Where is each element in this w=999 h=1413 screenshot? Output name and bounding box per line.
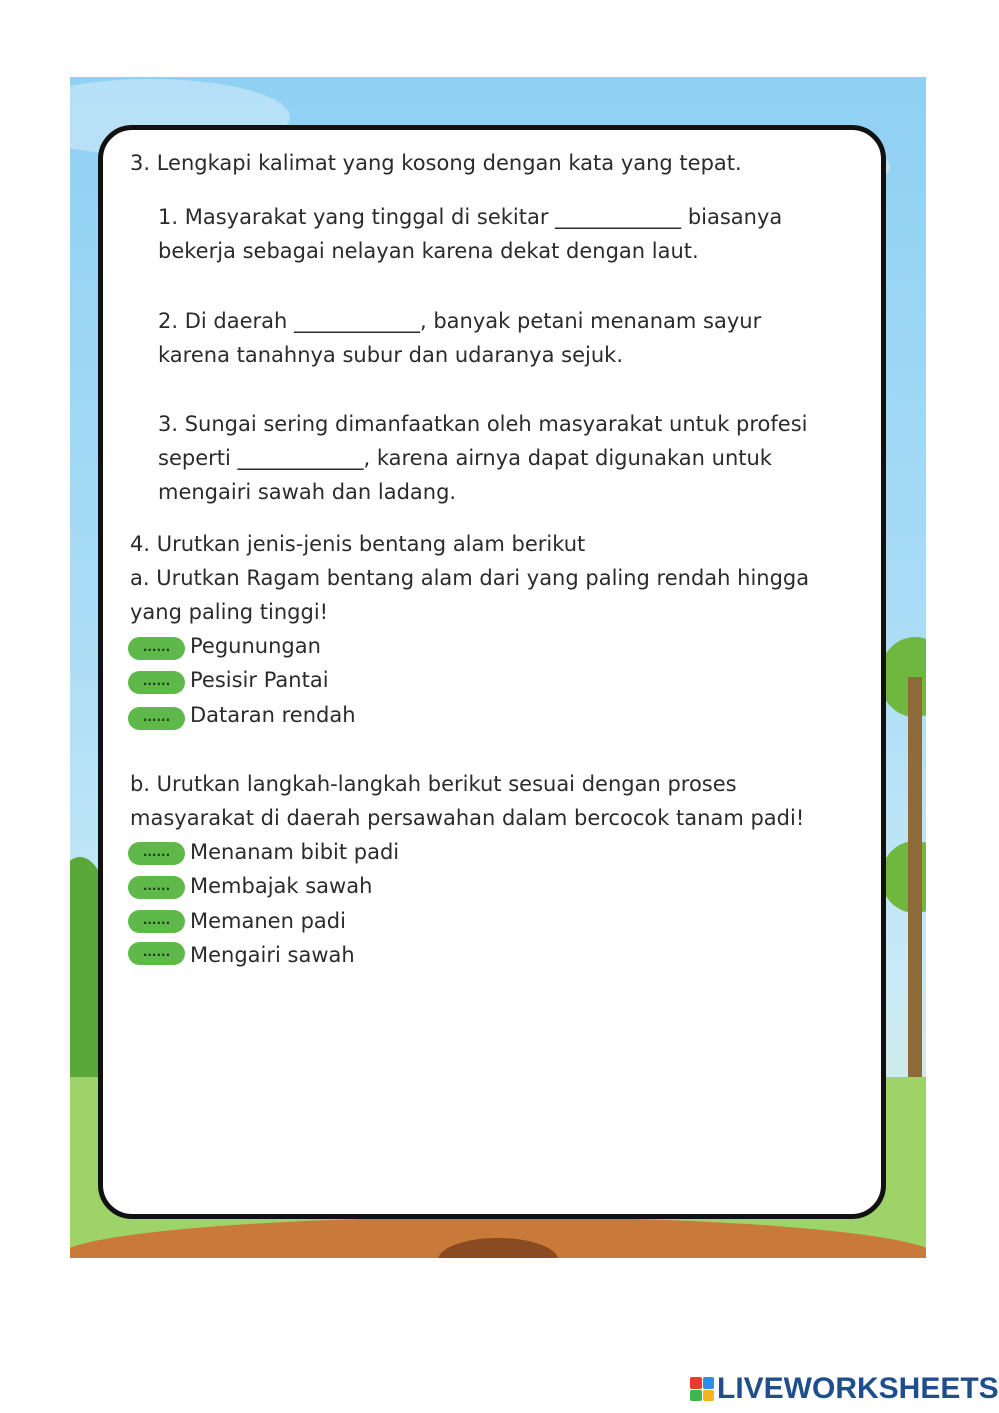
order-item-label: Menanam bibit padi — [190, 840, 400, 864]
order-item-label: Mengairi sawah — [190, 943, 355, 967]
q3-item3-line1: 3. Sungai sering dimanfaatkan oleh masyarakat untuk profesi — [158, 412, 808, 436]
liveworksheets-logo[interactable] — [690, 1372, 999, 1406]
logo-text: LIVEWORKSHEETS — [717, 1372, 999, 1405]
order-item-label: Membajak sawah — [190, 874, 373, 898]
question3-heading: 3. Lengkapi kalimat yang kosong dengan kata yang tepat. — [130, 151, 742, 175]
q3-item1-line1: 1. Masyarakat yang tinggal di sekitar ____________ biasanya — [158, 205, 783, 229]
question4-heading: 4. Urutkan jenis-jenis bentang alam berikut — [130, 532, 586, 556]
q3-item3-line3: mengairi sawah dan ladang. — [158, 480, 457, 504]
order-item-label: Pesisir Pantai — [190, 668, 329, 692]
order-input-b3[interactable]: ...... — [128, 910, 185, 933]
order-item-label: Memanen padi — [190, 909, 346, 933]
logo-grid-icon — [690, 1377, 714, 1401]
q3-item1-line2: bekerja sebagai nelayan karena dekat dengan laut. — [158, 239, 699, 263]
order-input-b1[interactable]: ...... — [128, 842, 185, 865]
q4b-line1: b. Urutkan langkah-langkah berikut sesuai dengan proses — [130, 772, 737, 796]
q3-item2-line2: karena tanahnya subur dan udaranya sejuk. — [158, 343, 623, 367]
order-item-label: Pegunungan — [190, 634, 321, 658]
order-item-label: Dataran rendah — [190, 703, 356, 727]
order-input-a3[interactable]: ...... — [128, 707, 185, 730]
q4a-line1: a. Urutkan Ragam bentang alam dari yang paling rendah hingga — [130, 566, 810, 590]
order-input-b2[interactable]: ...... — [128, 876, 185, 899]
q4a-line2: yang paling tinggi! — [130, 600, 329, 624]
q3-item3-line2: seperti ____________, karena airnya dapat digunakan untuk — [158, 446, 772, 470]
q4b-line2: masyarakat di daerah persawahan dalam bercocok tanam padi! — [130, 806, 805, 830]
order-input-b4[interactable]: ...... — [128, 942, 185, 965]
order-input-a2[interactable]: ...... — [128, 671, 185, 694]
q3-item2-line1: 2. Di daerah ____________, banyak petani menanam sayur — [158, 309, 762, 333]
order-input-a1[interactable]: ...... — [128, 637, 185, 660]
